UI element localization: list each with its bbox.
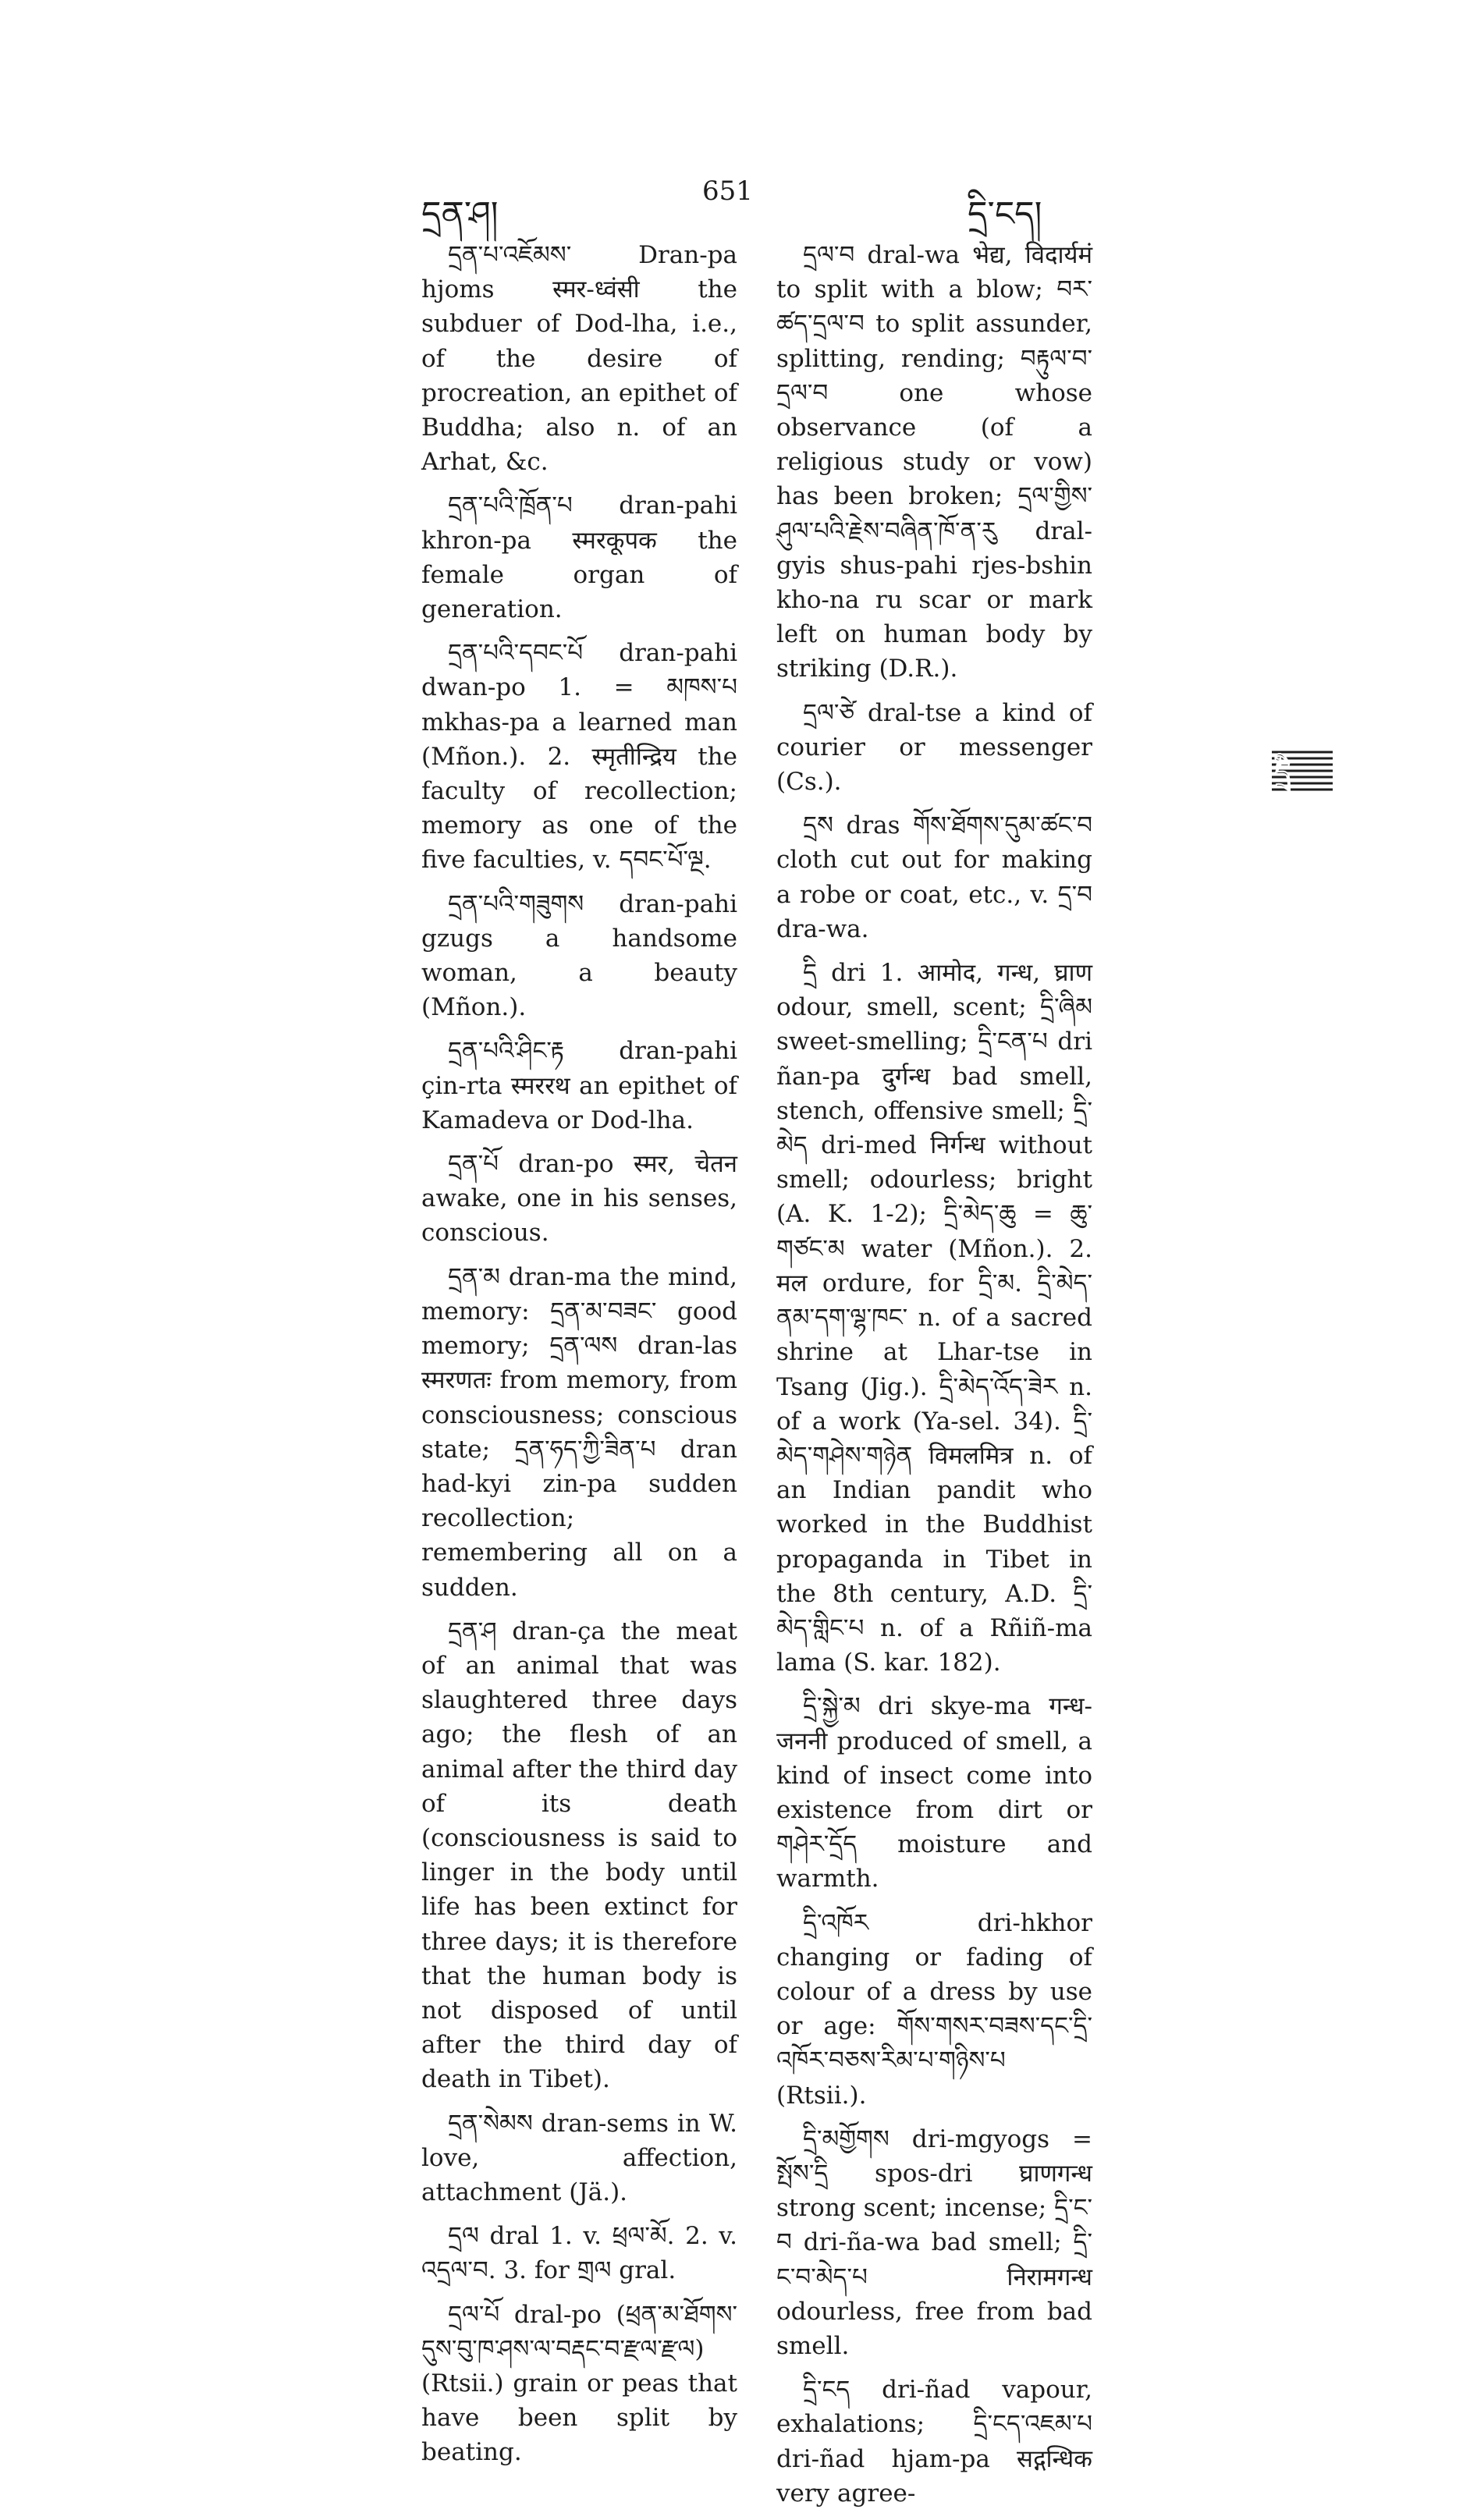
entry-dran-pa-hjoms: དྲན་པ་འཇོམས་ Dran-pa hjoms स्मर-ध्वंसी the subduer of Dod-lha, i.e., of the desire of procreation, an epithet of Buddha; also n. of an Arhat, &c. [421,241,737,477]
entry-dral-wa: དྲལ་བ dral-wa भेद्य, विदार्यमं to split with a blow; བར་ཚད་དྲལ་བ to split assunder, splitting, rending; བརྟུལ་བ་དྲལ་བ one whose observance (of a religious study or vow) has been broken; དྲལ་གྱིས་ཤུལ་པའི་རྗེས་བཞིན་ཁོ་ན་རུ dral-gyis shus-pahi rjes-bshin kho-na ru scar or mark left on human body by striking (D.R.). [776,241,1092,683]
entry-dral: དྲལ dral 1. v. ཕྲལ་མོ. 2. v. འདྲལ་བ. 3. for གྲལ gral. [421,2222,737,2285]
entry-dri-hkhor: དྲི་འཁོར dri-hkhor changing or fading of colour of a dress by use or age: གོས་གསར་བཟས་དང་དྲི་འཁོར་བཅས་རིམ་པ་གཉིས་པ (Rtsii.). [776,1908,1092,2110]
entry-dran-pahi-cin-rta: དྲན་པའི་ཤིང་རྟ dran-pahi çin-rta स्मररथ an epithet of Kamadeva or Dod-lha. [421,1037,737,1134]
entry-dras: དྲས dras གོས་ཐོགས་དུམ་ཚང་བ cloth cut out for making a robe or coat, etc., v. དྲ་བ dra-wa. [776,811,1092,943]
entry-dran-ma: དྲན་མ dran-ma the mind, memory: དྲན་མ་བཟང་ good memory; དྲན་ལས dran-las स्मरणतः from memory, from consciousness; conscious state; དྲན་ཧད་ཀྱི་ཟིན་པ dran had-kyi zin-pa sudden recollection; remembering all on a sudden. [421,1262,737,1602]
right-running-head: དྲི་ངད། [968,194,1042,234]
entry-dran-pahi-khron-pa: དྲན་པའི་ཁྲོན་པ dran-pahi khron-pa स्मरकूपक the female organ of generation. [421,492,737,624]
entry-dral-po: དྲལ་པོ dral-po (ཕྲན་མ་ཐོགས་དུས་བུ་ཁ་ཤས་ལ་བརྡང་བ་རྫལ་རྫལ) (Rtsii.) grain or peas that have been split by beating. [421,2300,737,2467]
entry-dran-pahi-dwan-po: དྲན་པའི་དབང་པོ dran-pahi dwan-po 1. = མཁས་པ mkhas-pa a learned man (Mñon.). 2. स्मृतीन्द्रिय the faculty of recollection; memory as one of the five faculties, v. དབང་པོ་ལྔ. [421,639,737,875]
left-column [421,238,737,2479]
entry-dran-pahi-gzugs: དྲན་པའི་གཟུགས dran-pahi gzugs a handsome woman, a beauty (Mñon.). [421,889,737,1022]
entry-dri: དྲི dri 1. आमोद, गन्ध, घ्राण odour, smell, scent; དྲི་ཞིམ sweet-smelling; དྲི་ངན་པ dri ñan-pa दुर्गन्ध bad smell, stench, offensive smell; དྲི་མེད dri-med निर्गन्ध without smell; odourless; bright (A. K. 1-2); དྲི་མེད་ཆུ = ཆུ་གཙང་མ water (Mñon.). 2. मल ordure, for དྲི་མ. དྲི་མེད་ནམ་དག་ལྷ་ཁང་ n. of a sacred shrine at Lhar-tse in Tsang (Jig.). དྲི་མེད་འོད་ཟེར n. of a work (Ya-sel. 34). དྲི་མེད་གཤེས་གཉེན विमलमित्र n. of an Indian pandit who worked in the Buddhist propaganda in Tibet in the 8th century, A.D. དྲི་མེད་གླིང་པ n. of a Rñiñ-ma lama (S. kar. 182). [776,959,1092,1677]
entry-dran-po: དྲན་པོ dran-po स्मर, चेतन awake, one in his senses, conscious. [421,1150,737,1248]
entry-dran-ca: དྲན་ཤ dran-ça the meat of an animal that was slaughtered three days ago; the flesh of an animal after the third day of its death (consciousness is said to linger in the body until life has been extinct for three days; it is therefore that the human body is not disposed of until after the third day of death in Tibet). [421,1617,737,2094]
entry-dri-nad: དྲི་ངད dri-ñad vapour, exhalations; དྲི་ངད་འཇམ་པ dri-ñad hjam-pa सद्गन्धिक very agree- [776,2376,1092,2508]
entry-dri-skye-ma: དྲི་སྐྱེ་མ dri skye-ma गन्ध-जननी produced of smell, a kind of insect come into existence from dirt or གཤེར་དྲོད moisture and warmth. [776,1692,1092,1894]
thumb-index-glyph: དྲི [1275,758,1291,789]
entry-dri-mgyogs: དྲི་མགྱོགས dri-mgyogs = སྤོས་དྲི spos-dri घ्राणगन्ध strong scent; incense; དྲི་ང་བ dri-ña-wa bad smell; དྲི་ང་བ་མེད་པ निरामगन्ध odourless, free from bad smell. [776,2124,1092,2360]
thumb-index-icon [1272,749,1333,793]
right-column [776,238,1092,2520]
entry-dran-sems: དྲན་སེམས dran-sems in W. love, affection, attachment (Jä.). [421,2109,737,2206]
page-number: 651 [702,176,753,207]
left-running-head: དྲན་ཤ། [421,194,499,234]
running-header [0,168,1463,234]
entry-dral-tse: དྲལ་ཙེ dral-tse a kind of courier or messenger (Cs.). [776,698,1092,797]
